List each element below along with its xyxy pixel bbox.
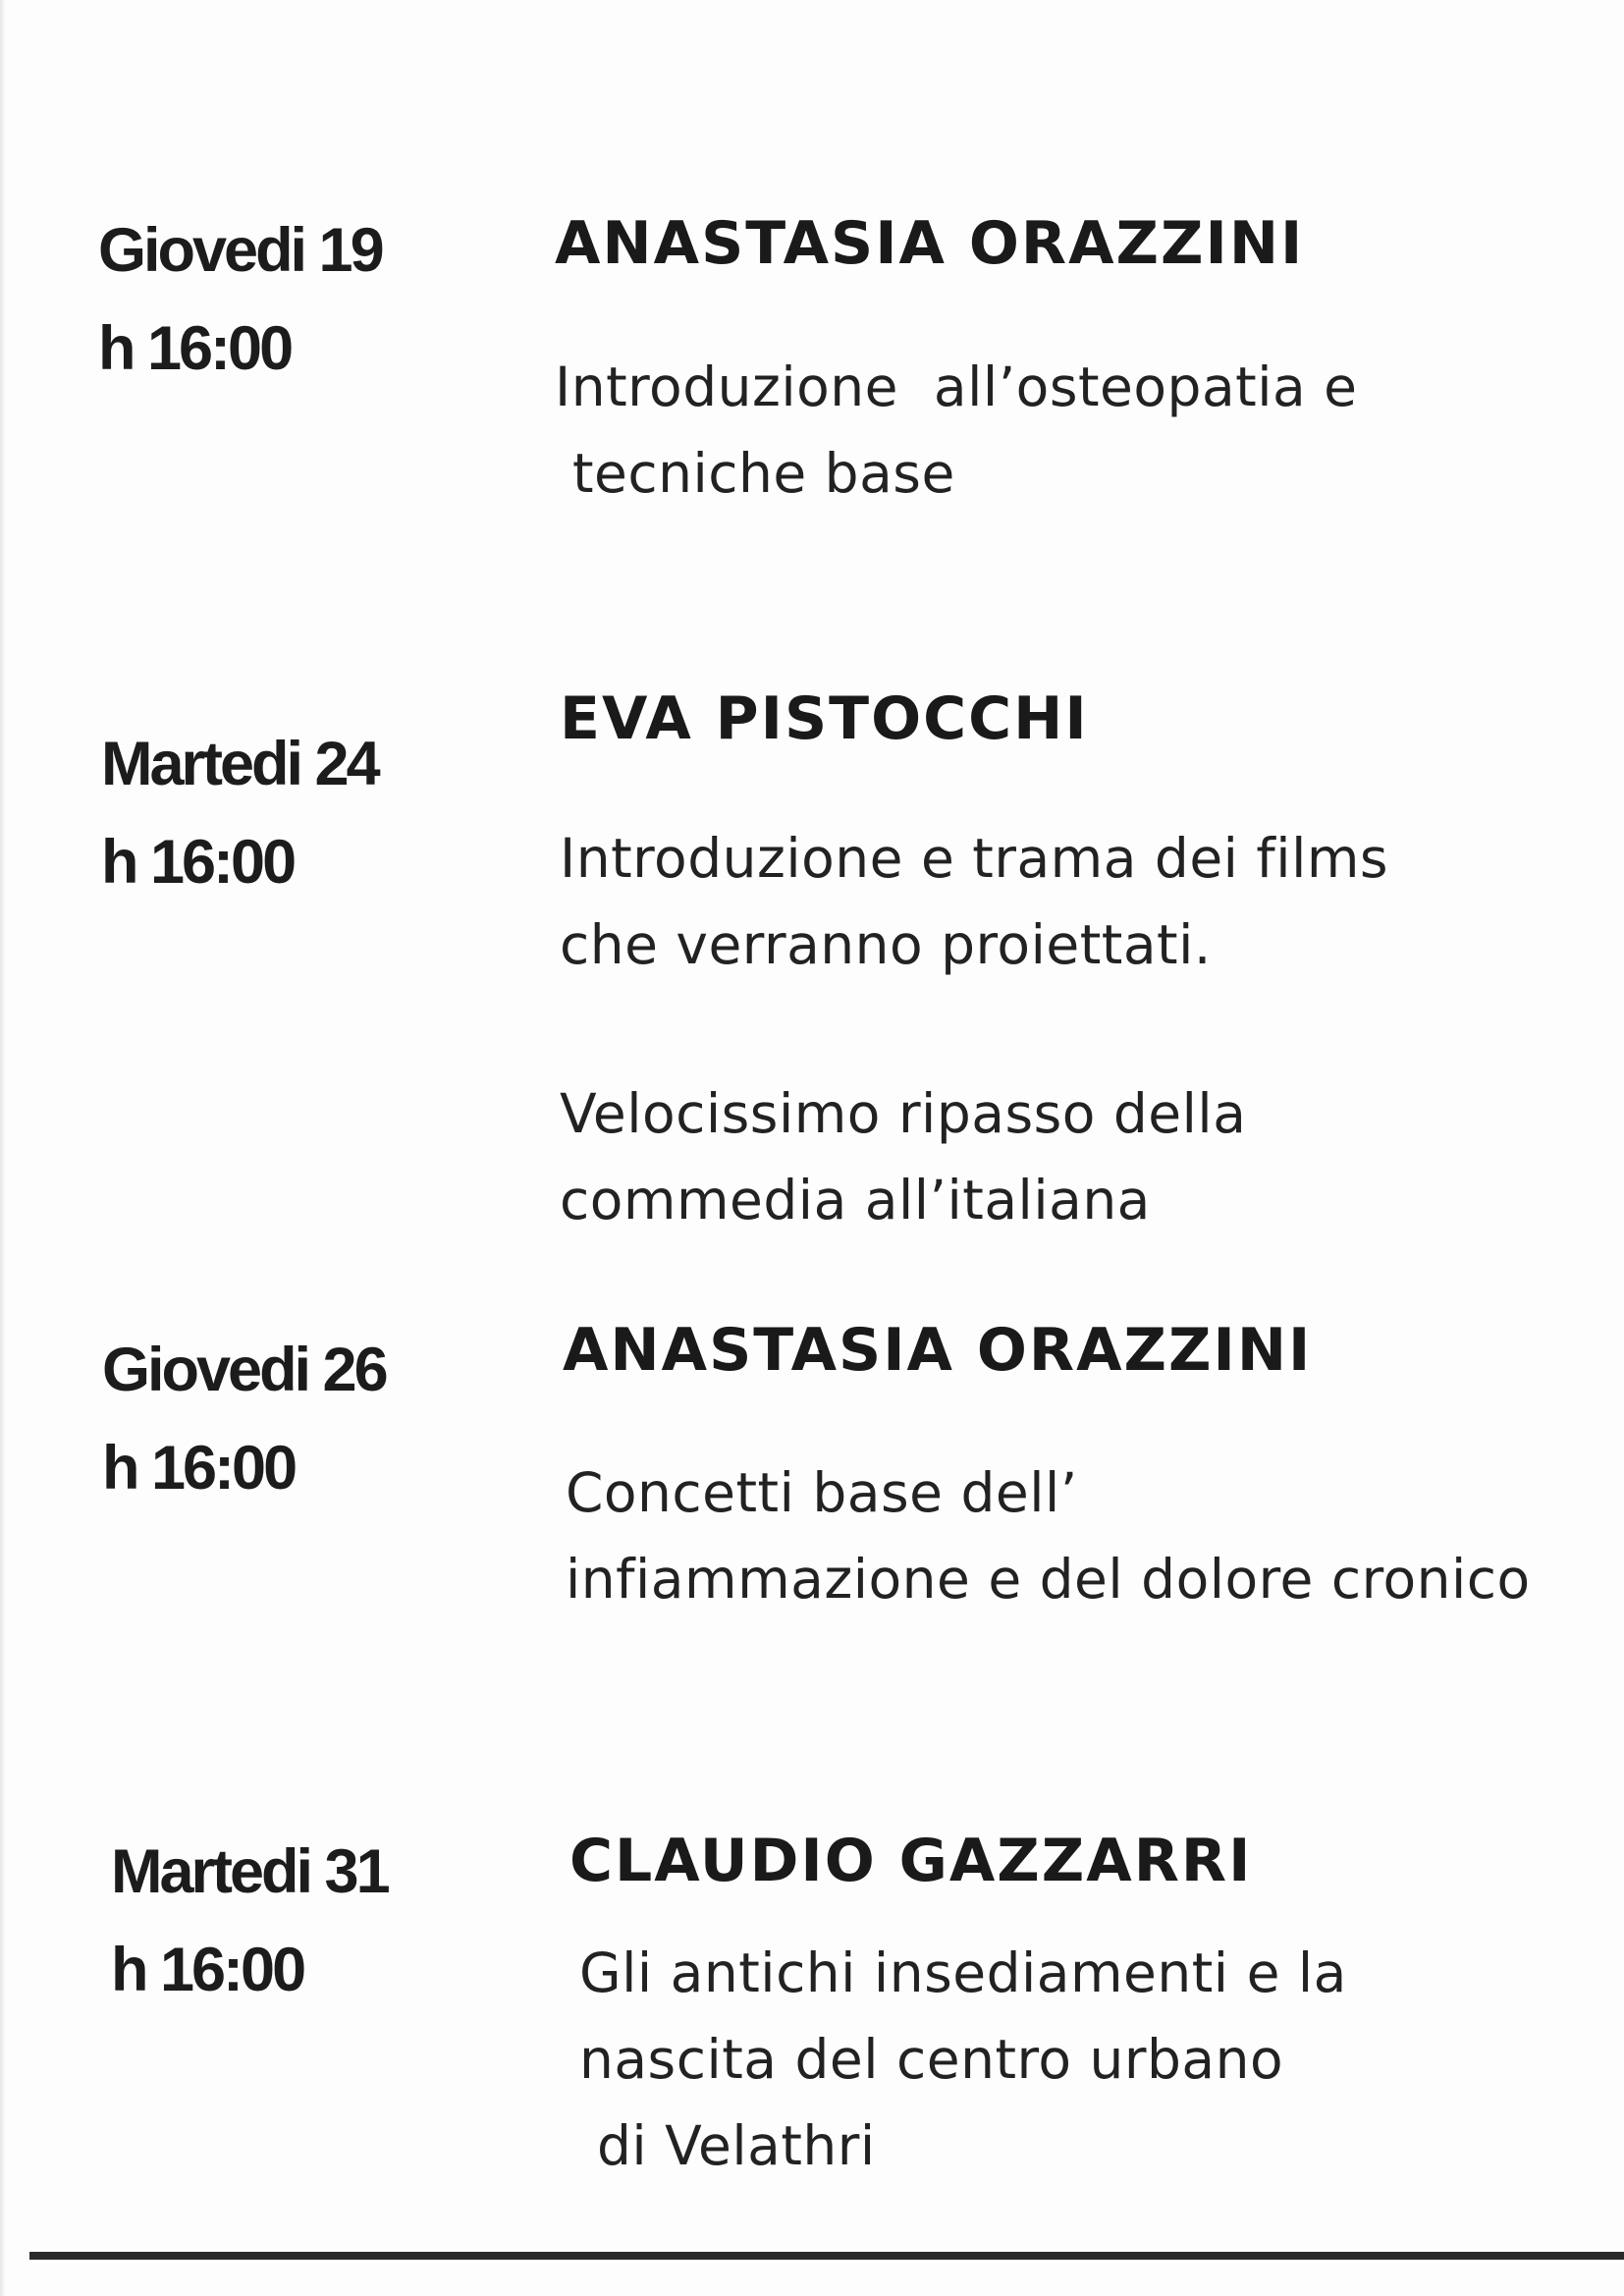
entry-speaker: EVA PISTOCCHI <box>560 684 1089 753</box>
entry-date-time <box>101 715 378 911</box>
entry-time: h 16:00 <box>111 1936 304 2004</box>
description-line: tecniche base <box>555 442 955 505</box>
entry-date: Giovedi 19 <box>98 216 382 285</box>
page-edge-shadow <box>0 0 6 2296</box>
bottom-border-line <box>29 2252 1624 2260</box>
entry-date: Giovedi 26 <box>102 1336 386 1404</box>
entry-time: h 16:00 <box>102 1434 296 1503</box>
entry-time: h 16:00 <box>98 314 292 383</box>
entry-description <box>560 815 1388 1243</box>
entry-description <box>579 1930 1347 2189</box>
description-line: nascita del centro urbano <box>579 2028 1284 2091</box>
description-line: che verranno proiettati. <box>560 913 1212 976</box>
entry-time: h 16:00 <box>101 828 295 897</box>
entry-date-time <box>102 1321 386 1517</box>
description-line: Concetti base dell’ <box>566 1461 1078 1524</box>
entry-date-time <box>98 201 382 398</box>
description-line: infiammazione e del dolore cronico <box>566 1548 1531 1611</box>
entry-date: Martedi 31 <box>111 1837 388 1906</box>
description-line: Velocissimo ripasso della <box>560 1082 1247 1145</box>
description-line: Introduzione e trama dei films <box>560 827 1389 890</box>
entry-description <box>555 344 1358 517</box>
entry-speaker: ANASTASIA ORAZZINI <box>563 1316 1313 1385</box>
description-line: di Velathri <box>579 2114 876 2177</box>
entry-date-time <box>111 1823 388 2019</box>
description-line: Introduzione all’osteopatia e <box>555 355 1358 418</box>
entry-speaker: CLAUDIO GAZZARRI <box>569 1827 1253 1895</box>
description-line: Gli antichi insediamenti e la <box>579 1941 1347 2004</box>
entry-date: Martedi 24 <box>101 730 378 798</box>
description-line: commedia all’italiana <box>560 1169 1151 1231</box>
entry-speaker: ANASTASIA ORAZZINI <box>555 209 1305 278</box>
entry-description <box>566 1449 1531 1622</box>
